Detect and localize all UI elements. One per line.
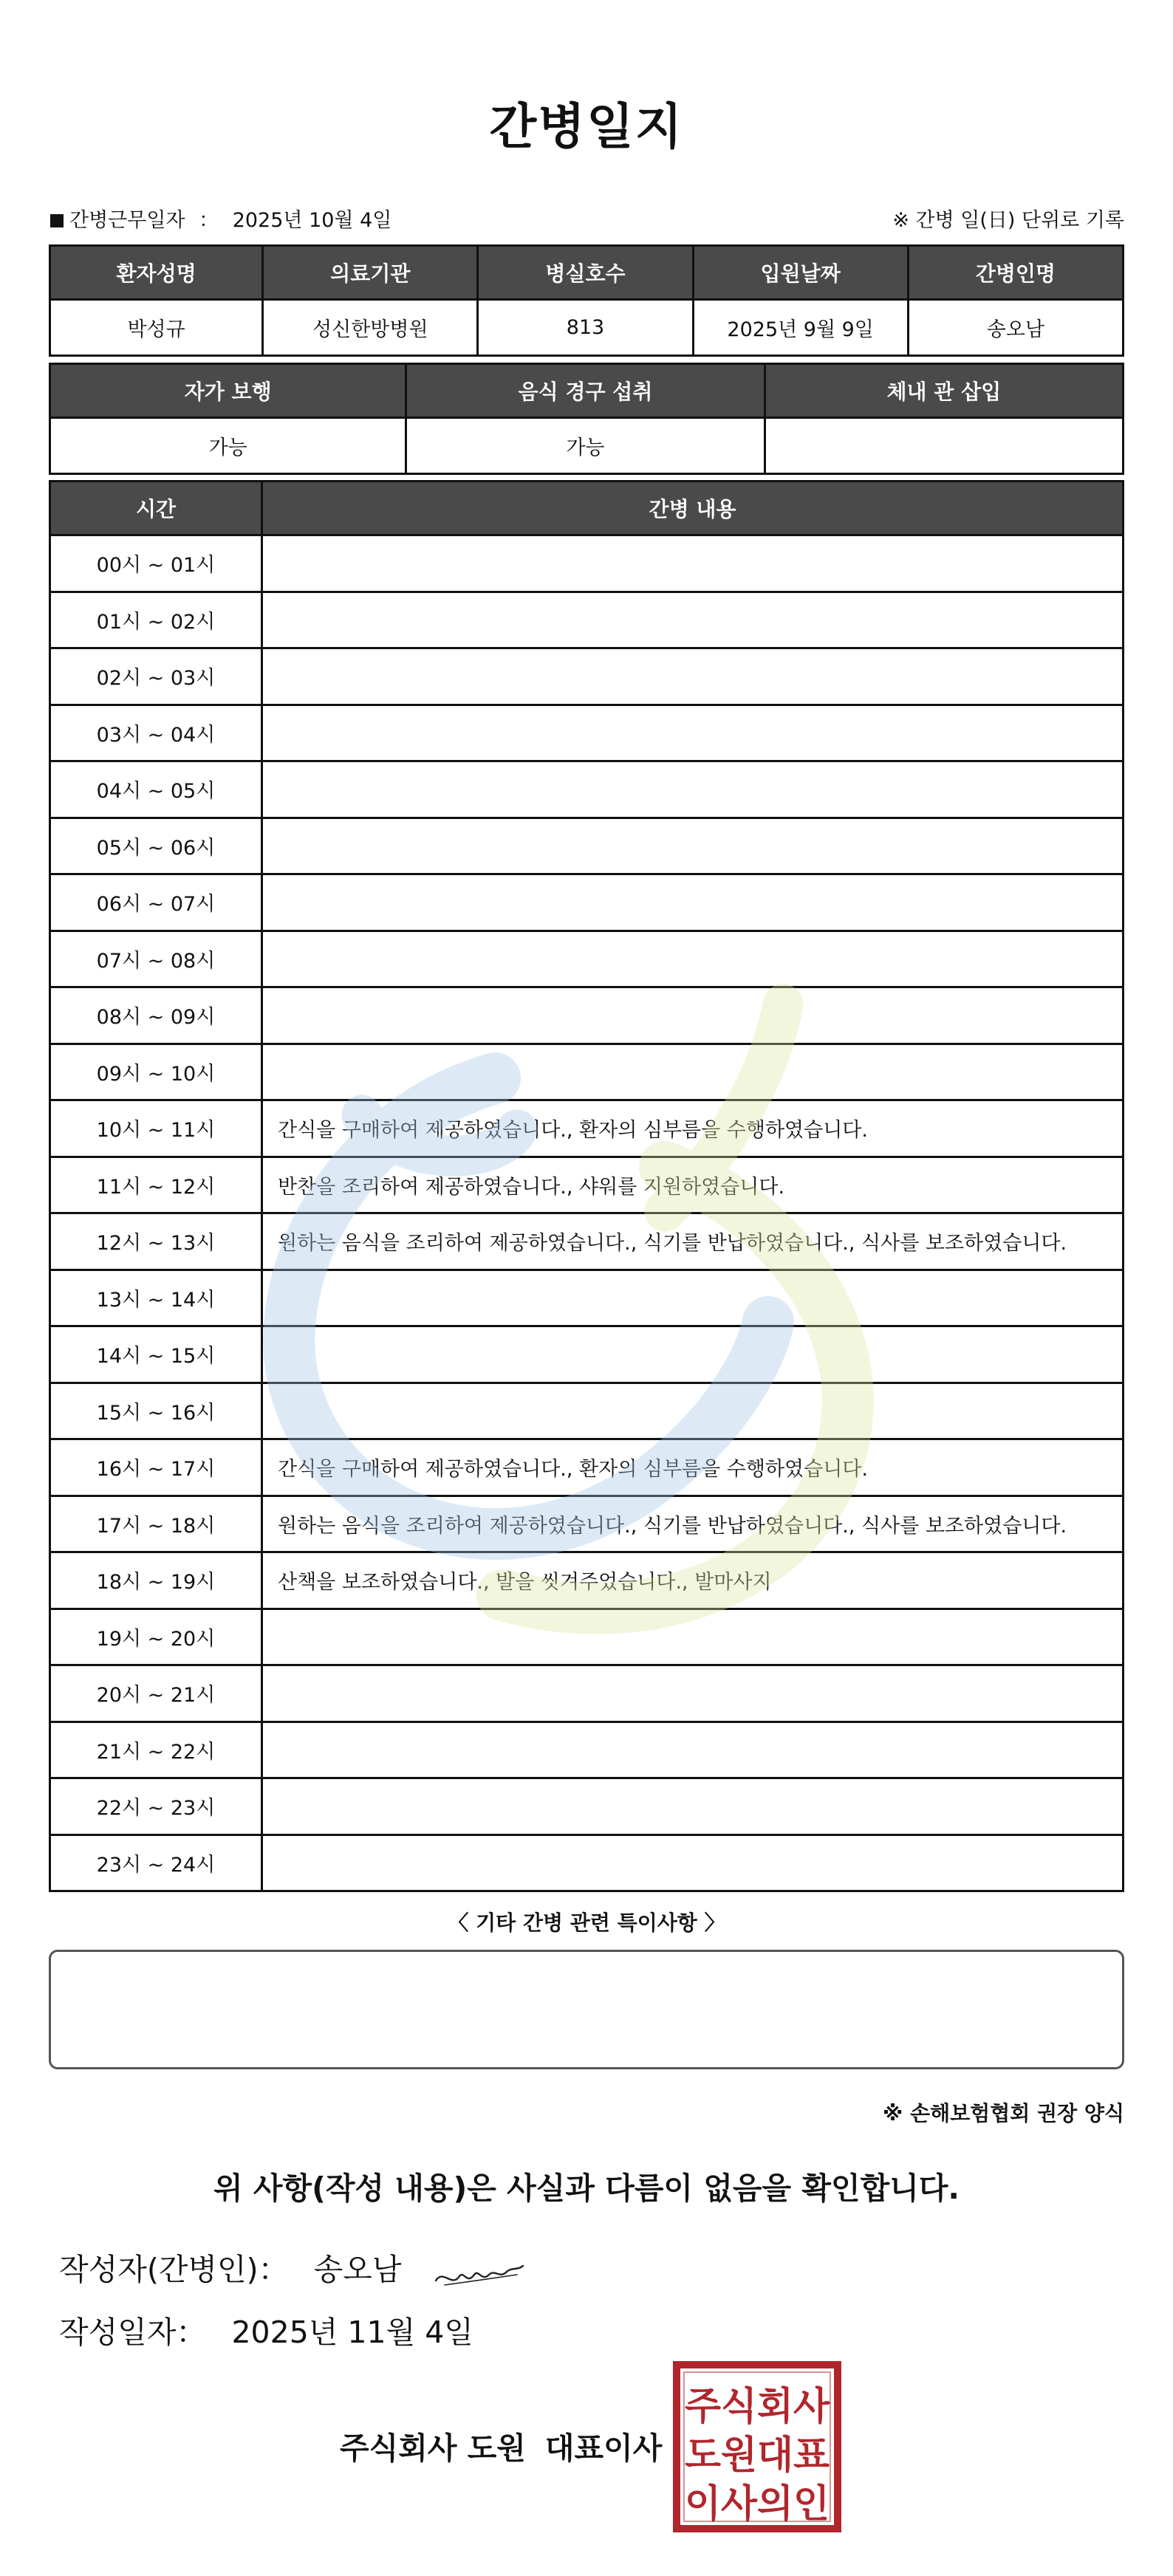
schedule-time-cell: 03시 ~ 04시	[49, 706, 263, 763]
schedule-content-cell	[263, 762, 1124, 819]
caregiver-name-value: 송오남	[909, 301, 1124, 357]
seal-line-1: 주식회사	[685, 2385, 830, 2429]
schedule-row	[49, 649, 1124, 706]
schedule-time-cell: 00시 ~ 01시	[49, 536, 263, 593]
self-walking-value: 가능	[49, 419, 407, 475]
schedule-time-cell: 22시 ~ 23시	[49, 1779, 263, 1836]
schedule-content-cell	[263, 1836, 1124, 1893]
schedule-content-cell: 간식을 구매하여 제공하였습니다., 환자의 심부름을 수행하였습니다.	[263, 1101, 1124, 1158]
hospital-value: 성신한방병원	[264, 301, 479, 357]
schedule-time-cell: 15시 ~ 16시	[49, 1384, 263, 1441]
schedule-row	[49, 536, 1124, 593]
patient-name-value: 박성규	[49, 301, 264, 357]
schedule-content-cell	[263, 706, 1124, 763]
care-schedule-header-row	[49, 480, 1124, 536]
self-walking-header: 자가 보행	[49, 363, 407, 419]
recommended-form-note: ※ 손해보험협회 권장 양식	[883, 2101, 1124, 2125]
handwritten-signature	[430, 2253, 526, 2297]
schedule-content-cell	[263, 875, 1124, 932]
schedule-row	[49, 1610, 1124, 1667]
company-signature-line	[340, 2424, 662, 2467]
schedule-content-cell	[263, 1779, 1124, 1836]
time-column-header: 시간	[49, 480, 263, 536]
tube-insertion-header: 체내 관 삽입	[766, 363, 1124, 419]
company-seal-stamp	[672, 2360, 842, 2533]
schedule-row	[49, 932, 1124, 989]
patient-info-value-row	[49, 301, 1124, 357]
schedule-content-cell	[263, 649, 1124, 706]
writer-line	[59, 2245, 401, 2289]
schedule-time-cell: 14시 ~ 15시	[49, 1327, 263, 1384]
schedule-content-cell	[263, 1610, 1124, 1667]
seal-line-3: 이사의인	[685, 2482, 830, 2527]
square-bullet-icon	[50, 214, 64, 227]
schedule-content-cell	[263, 1045, 1124, 1102]
patient-info-table	[49, 244, 1124, 357]
oral-intake-value: 가능	[407, 419, 765, 475]
schedule-time-cell: 04시 ~ 05시	[49, 762, 263, 819]
representative-title: 대표이사	[544, 2431, 663, 2466]
schedule-row	[49, 1158, 1124, 1215]
schedule-row	[49, 1045, 1124, 1102]
special-notes-box	[49, 1950, 1124, 2069]
schedule-time-cell: 23시 ~ 24시	[49, 1836, 263, 1893]
schedule-content-cell	[263, 536, 1124, 593]
schedule-row	[49, 1214, 1124, 1271]
schedule-time-cell: 01시 ~ 02시	[49, 593, 263, 650]
patient-name-header: 환자성명	[49, 244, 264, 301]
schedule-time-cell: 19시 ~ 20시	[49, 1610, 263, 1667]
schedule-row	[49, 1101, 1124, 1158]
schedule-row	[49, 1836, 1124, 1893]
schedule-row	[49, 593, 1124, 650]
schedule-row	[49, 706, 1124, 763]
schedule-content-cell: 간식을 구매하여 제공하였습니다., 환자의 심부름을 수행하였습니다.	[263, 1440, 1124, 1497]
patient-status-table	[49, 363, 1124, 475]
admission-date-value: 2025년 9월 9일	[694, 301, 909, 357]
schedule-time-cell: 18시 ~ 19시	[49, 1553, 263, 1610]
schedule-time-cell: 17시 ~ 18시	[49, 1497, 263, 1554]
schedule-row	[49, 1271, 1124, 1328]
schedule-time-cell: 06시 ~ 07시	[49, 875, 263, 932]
schedule-time-cell: 13시 ~ 14시	[49, 1271, 263, 1328]
schedule-row	[49, 1666, 1124, 1723]
work-date-line	[50, 204, 391, 233]
schedule-content-cell	[263, 1271, 1124, 1328]
record-unit-note: ※ 간병 일(日) 단위로 기록	[892, 209, 1124, 232]
company-name: 주식회사 도원	[340, 2431, 526, 2466]
special-notes-title: 〈 기타 간병 관련 특이사항 〉	[448, 1911, 725, 1935]
seal-line-2: 도원대표	[685, 2433, 830, 2478]
written-date-label: 작성일자：	[59, 2315, 207, 2350]
schedule-row	[49, 988, 1124, 1045]
schedule-row	[49, 1440, 1124, 1497]
schedule-content-cell	[263, 593, 1124, 650]
schedule-time-cell: 02시 ~ 03시	[49, 649, 263, 706]
schedule-content-cell: 산책을 보조하였습니다., 발을 씻겨주었습니다., 발마사지	[263, 1553, 1124, 1610]
schedule-row	[49, 1553, 1124, 1610]
schedule-row	[49, 1497, 1124, 1554]
work-date-separator: ：	[199, 209, 219, 232]
work-date-value: 2025년 10월 4일	[232, 209, 392, 232]
schedule-content-cell	[263, 819, 1124, 876]
schedule-row	[49, 875, 1124, 932]
care-content-column-header: 간병 내용	[263, 480, 1124, 536]
schedule-content-cell: 원하는 음식을 조리하여 제공하였습니다., 식기를 반납하였습니다., 식사를 보조하였습니다.	[263, 1214, 1124, 1271]
patient-info-header-row	[49, 244, 1124, 301]
schedule-content-cell: 원하는 음식을 조리하여 제공하였습니다., 식기를 반납하였습니다., 식사를 보조하였습니다.	[263, 1497, 1124, 1554]
patient-status-header-row	[49, 363, 1124, 419]
schedule-content-cell: 반찬을 조리하여 제공하였습니다., 샤워를 지원하였습니다.	[263, 1158, 1124, 1215]
work-date-label: 간병근무일자	[69, 209, 185, 232]
tube-insertion-value	[766, 419, 1124, 475]
room-number-value: 813	[479, 301, 694, 357]
schedule-content-cell	[263, 932, 1124, 989]
writer-name: 송오남	[313, 2252, 402, 2287]
schedule-row	[49, 819, 1124, 876]
schedule-time-cell: 21시 ~ 22시	[49, 1723, 263, 1780]
schedule-time-cell: 11시 ~ 12시	[49, 1158, 263, 1215]
schedule-row	[49, 1723, 1124, 1780]
schedule-time-cell: 07시 ~ 08시	[49, 932, 263, 989]
schedule-time-cell: 05시 ~ 06시	[49, 819, 263, 876]
written-date-line	[59, 2308, 473, 2351]
confirmation-statement: 위 사항(작성 내용)은 사실과 다름이 없음을 확인합니다.	[213, 2171, 960, 2206]
writer-label: 작성자(간병인)：	[59, 2252, 289, 2287]
caregiver-name-header: 간병인명	[909, 244, 1124, 301]
oral-intake-header: 음식 경구 섭취	[407, 363, 765, 419]
schedule-row	[49, 1779, 1124, 1836]
patient-status-value-row	[49, 419, 1124, 475]
schedule-row	[49, 762, 1124, 819]
schedule-content-cell	[263, 1666, 1124, 1723]
care-schedule-table	[49, 480, 1124, 1892]
hospital-header: 의료기관	[264, 244, 479, 301]
schedule-content-cell	[263, 1327, 1124, 1384]
schedule-time-cell: 08시 ~ 09시	[49, 988, 263, 1045]
admission-date-header: 입원날짜	[694, 244, 909, 301]
schedule-time-cell: 09시 ~ 10시	[49, 1045, 263, 1102]
schedule-content-cell	[263, 1723, 1124, 1780]
schedule-time-cell: 10시 ~ 11시	[49, 1101, 263, 1158]
schedule-time-cell: 20시 ~ 21시	[49, 1666, 263, 1723]
document-title: 간병일지	[489, 98, 684, 155]
schedule-time-cell: 12시 ~ 13시	[49, 1214, 263, 1271]
schedule-row	[49, 1327, 1124, 1384]
written-date-value: 2025년 11월 4일	[231, 2315, 473, 2350]
schedule-time-cell: 16시 ~ 17시	[49, 1440, 263, 1497]
schedule-content-cell	[263, 988, 1124, 1045]
room-number-header: 병실호수	[479, 244, 694, 301]
schedule-row	[49, 1384, 1124, 1441]
schedule-content-cell	[263, 1384, 1124, 1441]
